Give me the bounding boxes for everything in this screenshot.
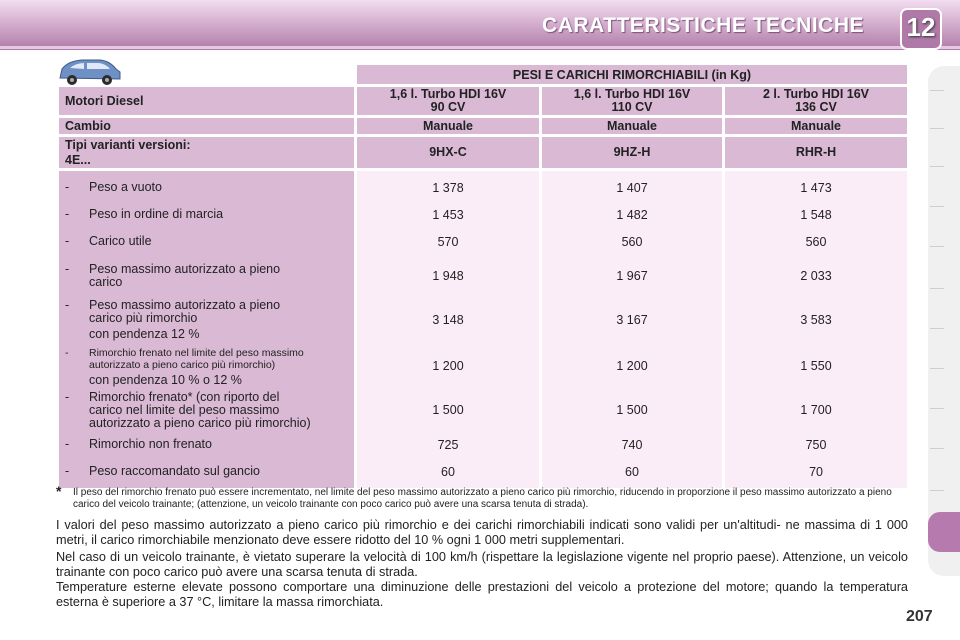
paragraph-temperature: Temperature esterne elevate possono comportare una diminuzione delle prestazioni del veicolo a protezione del motore; quando la temperatura esterna è superiore a 37 °C, limitare la massa rimorchiata. (56, 580, 908, 609)
table-cell: 2 033 (800, 269, 832, 283)
table-cell: 3 167 (616, 313, 648, 327)
footnote-mark: * (56, 483, 62, 499)
gearbox-label: Cambio (59, 118, 354, 134)
variants-label: Tipi varianti versioni: 4E... (59, 137, 354, 168)
header-strip (0, 46, 960, 49)
side-index-tick (930, 90, 944, 91)
table-row-label: - Peso massimo autorizzato a pieno carico più rimorchio con pendenza 12 % (65, 298, 281, 341)
page-number: 207 (906, 608, 933, 625)
table-cell: 70 (809, 464, 823, 479)
values-column (357, 171, 539, 488)
table-cell: 1 700 (800, 403, 832, 417)
side-index-tick (930, 368, 944, 369)
gearbox-value: Manuale (357, 118, 539, 134)
engine-header: 1,6 l. Turbo HDI 16V 110 CV (542, 87, 722, 115)
side-index-tick (930, 128, 944, 129)
engine-header: 2 l. Turbo HDI 16V 136 CV (725, 87, 907, 115)
values-column (542, 171, 722, 488)
side-index-tick (930, 288, 944, 289)
table-row-label: - Peso a vuoto (65, 180, 162, 194)
chapter-number: 12 (906, 12, 936, 42)
side-index-tick (930, 490, 944, 491)
chapter-title: CARATTERISTICHE TECNICHE (542, 14, 864, 37)
table-cell: 60 (625, 464, 639, 479)
table-cell: 1 482 (616, 207, 648, 222)
paragraph-altitude: I valori del peso massimo autorizzato a pieno carico più rimorchio e dei carichi rimorchiabili indicati sono validi per un'altitudi- ne massima di 1 000 metri, il carico rimorchiabile menzionato deve essere ridotto del 10 % ogni 1 000 metri supplementari. (56, 518, 908, 547)
table-cell: 1 550 (800, 359, 832, 373)
table-row-label: - Carico utile (65, 234, 152, 248)
table-cell: 3 583 (800, 313, 832, 327)
side-index-tick (930, 328, 944, 329)
footnote-text: Il peso del rimorchio frenato può essere incrementato, nel limite del peso massimo autorizzato a pieno carico più rimorchio, riducendo in proporzione il peso massimo autorizzato a pieno carico del veicolo trainante; (attenzione, un veicolo trainante con poco carico può avere una scarsa tenuta di strada). (73, 487, 892, 510)
side-index-tick (930, 166, 944, 167)
side-index-rail (928, 66, 960, 576)
weights-table (56, 62, 910, 491)
side-index-tab-active[interactable] (928, 512, 960, 552)
row-labels (59, 171, 354, 488)
table-cell: 750 (805, 437, 827, 452)
values-column (725, 171, 907, 488)
table-row-label: - Rimorchio frenato* (con riporto del carico nel limite del peso massimo autorizzato a pieno carico più rimorchio) (65, 389, 311, 430)
side-index-tick (930, 408, 944, 409)
table-cell: 1 548 (800, 207, 832, 222)
table-cell: 1 453 (432, 207, 464, 222)
engine-header: 1,6 l. Turbo HDI 16V 90 CV (357, 87, 539, 115)
table-title: PESI E CARICHI RIMORCHIABILI (in Kg) (357, 65, 907, 84)
table-cell: 1 407 (616, 180, 648, 195)
table-cell: 1 473 (800, 180, 832, 195)
table-cell: 570 (437, 234, 459, 249)
paragraph-speed: Nel caso di un veicolo trainante, è vietato superare la velocità di 100 km/h (rispettare la legislazione vigente nel proprio paese). Attenzione, un veicolo trainante con poco carico può avere una scarsa tenuta di strada. (56, 550, 908, 579)
gearbox-value: Manuale (542, 118, 722, 134)
table-cell: 1 500 (616, 403, 648, 417)
table-row-label: - Rimorchio non frenato (65, 437, 212, 451)
table-row-label: - Peso massimo autorizzato a pieno carico (65, 262, 281, 289)
table-cell: 725 (437, 437, 459, 452)
variant-code: 9HX-C (357, 137, 539, 168)
table-cell: 1 200 (616, 359, 648, 373)
table-cell: 1 200 (432, 359, 464, 373)
table-cell: 1 500 (432, 403, 464, 417)
side-index-tick (930, 246, 944, 247)
table-cell: 1 948 (432, 269, 464, 283)
table-row-label: - Peso in ordine di marcia (65, 207, 224, 221)
engine-label: Motori Diesel (59, 87, 354, 115)
table-cell: 60 (441, 464, 455, 479)
table-cell: 560 (805, 234, 827, 249)
side-index-tick (930, 206, 944, 207)
table-cell: 740 (621, 437, 643, 452)
gearbox-value: Manuale (725, 118, 907, 134)
variant-code: RHR-H (725, 137, 907, 168)
footnote (56, 483, 906, 511)
table-cell: 1 378 (432, 180, 464, 195)
table-cell: 1 967 (616, 269, 648, 283)
table-row-label: - Peso raccomandato sul gancio (65, 464, 260, 478)
side-index-tick (930, 448, 944, 449)
table-cell: 560 (621, 234, 643, 249)
table-row-label: - Rimorchio frenato nel limite del peso massimo autorizzato a pieno carico più rimorchio) con pendenza 10 % o 12 % (65, 346, 304, 387)
table-corner (59, 65, 354, 84)
variant-code: 9HZ-H (542, 137, 722, 168)
table-cell: 3 148 (432, 313, 464, 327)
